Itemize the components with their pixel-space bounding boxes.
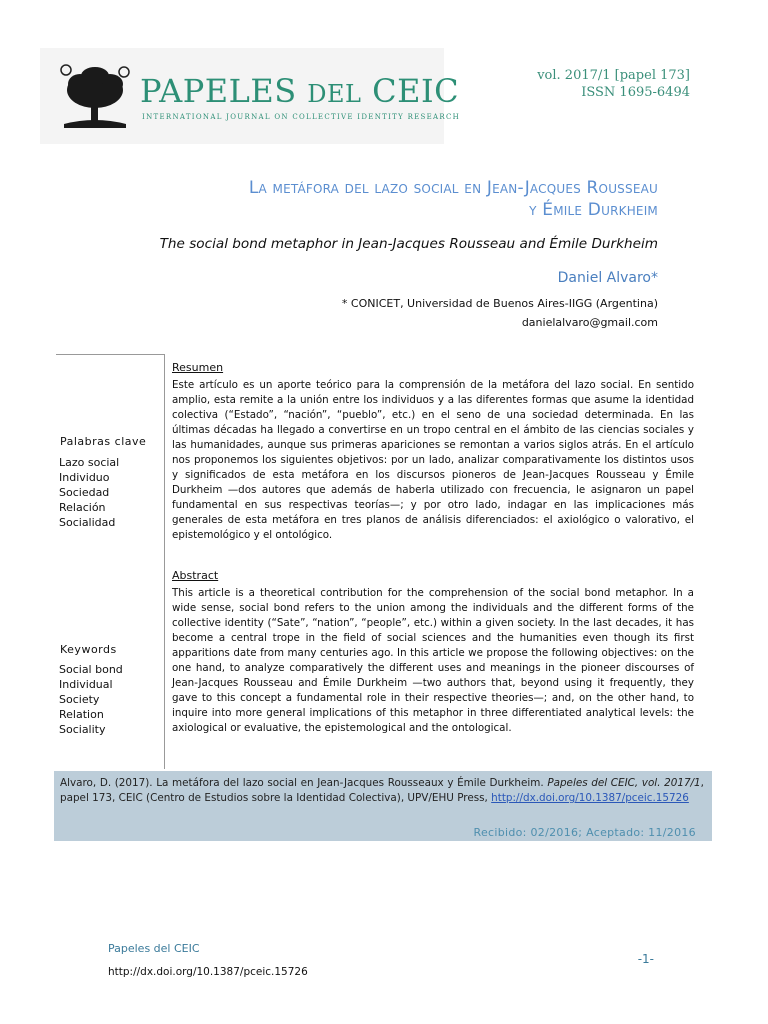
journal-subtitle: INTERNATIONAL JOURNAL ON COLLECTIVE IDENTITY RESEARCH bbox=[142, 113, 461, 121]
author-affiliation bbox=[342, 294, 658, 332]
keyword-item: Society bbox=[59, 693, 100, 706]
article-title-english: The social bond metaphor in Jean-Jacques Rousseau and Émile Durkheim bbox=[159, 236, 658, 252]
keywords-en-list bbox=[59, 662, 123, 737]
keyword-item: Individuo bbox=[59, 471, 110, 484]
keyword-item: Social bond bbox=[59, 663, 123, 676]
abstract-text: This article is a theoretical contribution for the comprehension of the social bond metaphor. In a wide sense, social bond refers to the union among the individuals and the different forms of the collective identity (“Sate”, “nation”, “people”, etc.) within a given society. In the last decades, it has become a central trope in the field of social sciences and the humanities even though its first apparitions date from many centuries ago. In this article we propose the following objectives: on the one hand, to analyze comparatively the different uses and meanings in the pioneer discourses of Jean-Jacques Rousseau and Émile Durkheim —two authors that, beyond using it frequently, they gave to this concept a fundamental role in their respective theories—; and, on the other hand, to inquire into more general implications of this metaphor in three differentiated analytical levels: the axiological or evaluative, the epistemological and the ontological. bbox=[172, 587, 694, 734]
citation-box bbox=[54, 771, 712, 841]
author-email: danielalvaro@gmail.com bbox=[521, 316, 658, 329]
journal-title: PAPELES DEL CEIC bbox=[140, 72, 460, 110]
doi-link[interactable]: http://dx.doi.org/10.1387/pceic.15726 bbox=[491, 792, 689, 804]
author-name: Daniel Alvaro* bbox=[557, 270, 658, 286]
keyword-item: Socialidad bbox=[59, 516, 116, 529]
footer-journal-name: Papeles del CEIC bbox=[108, 942, 200, 955]
volume-number: vol. 2017/1 [papel 173] bbox=[537, 68, 690, 83]
citation-journal: Papeles del CEIC, vol. 2017/1 bbox=[547, 777, 701, 789]
keywords-es-heading: Palabras clave bbox=[60, 435, 147, 448]
abstract-label: Abstract bbox=[172, 569, 219, 582]
keywords-column bbox=[56, 354, 165, 769]
footer-doi[interactable]: http://dx.doi.org/10.1387/pceic.15726 bbox=[108, 966, 308, 978]
volume-info bbox=[537, 67, 690, 101]
resumen-label: Resumen bbox=[172, 361, 224, 374]
keyword-item: Sociedad bbox=[59, 486, 110, 499]
keyword-item: Lazo social bbox=[59, 456, 120, 469]
keyword-item: Relation bbox=[59, 708, 104, 721]
citation-text: Alvaro, D. (2017). La metáfora del lazo social en Jean-Jacques Rousseaux y Émile Durkheim. Papeles del CEIC, vol. 2017/1, papel 173, CEIC (Centro de Estudios sobre la Identidad Colectiva), UPV/EHU Press, http://dx.doi.org/10.1387/pceic.15726 bbox=[60, 777, 704, 804]
tree-logo-icon bbox=[58, 60, 132, 132]
page-number: -1- bbox=[637, 952, 654, 966]
resumen-text: Este artículo es un aporte teórico para la comprensión de la metáfora del lazo social. En sentido amplio, esta remite a la unión entre los individuos y a las diferentes formas que asume la identidad colectiva (“Estado”, “nación”, “pueblo”, etc.) en el seno de una sociedad determinada. En las últimas décadas ha llegado a convertirse en un tropo central en el ámbito de las ciencias sociales y las humanidades, aunque sus primeras apariciones se remontan a varios siglos atrás. En el artículo nos proponemos los siguientes objetivos: por un lado, analizar comparativamente los distintos usos y significados de esta metáfora en los discursos pioneros de Jean-Jacques Rousseau y Émile Durkheim —dos autores que además de haberla utilizado con frecuencia, le asignaron un papel fundamental en sus respectivas teorías—; y por otro lado, indagar en las implicaciones más generales de esta metáfora en tres planos de análisis diferenciados: el axiológico o valorativo, el epistemológico y el ontológico. bbox=[172, 379, 694, 541]
received-dates: Recibido: 02/2016; Aceptado: 11/2016 bbox=[473, 826, 696, 839]
journal-logo bbox=[40, 48, 461, 144]
keyword-item: Individual bbox=[59, 678, 113, 691]
affiliation-text: * CONICET, Universidad de Buenos Aires-IIGG (Argentina) bbox=[341, 297, 658, 310]
keywords-en-heading: Keywords bbox=[60, 643, 117, 656]
keyword-item: Relación bbox=[59, 501, 106, 514]
keyword-item: Sociality bbox=[59, 723, 106, 736]
issn: ISSN 1695-6494 bbox=[581, 85, 690, 100]
keywords-es-list bbox=[59, 455, 119, 530]
article-title: La metáfora del lazo social en Jean-Jacques Rousseau y Émile Durkheim bbox=[248, 178, 658, 220]
